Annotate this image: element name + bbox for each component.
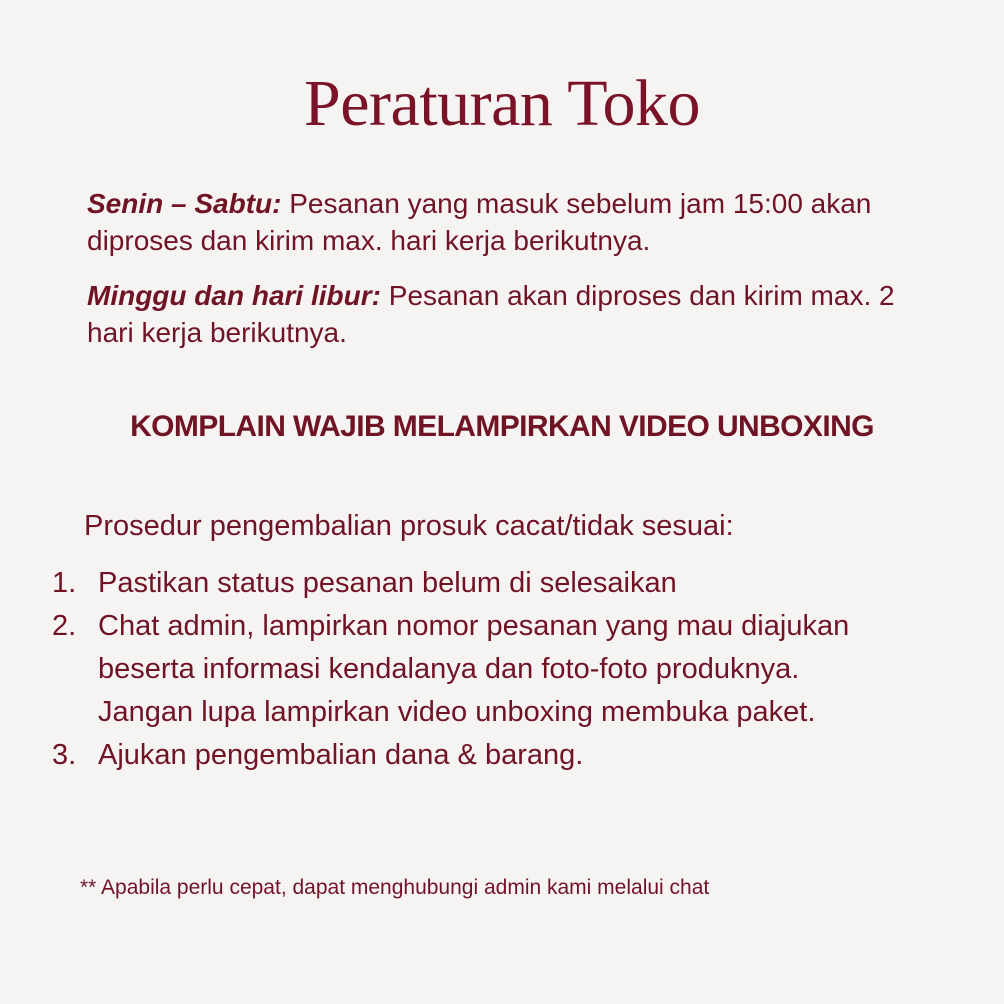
- page-title: Peraturan Toko: [304, 67, 700, 140]
- complaint-notice: KOMPLAIN WAJIB MELAMPIRKAN VIDEO UNBOXING: [130, 410, 874, 443]
- holiday-text: Pesanan akan diproses dan kirim max. 2 hari kerja berikutnya.: [87, 280, 895, 348]
- procedure-step: [52, 605, 902, 734]
- step-text: Ajukan pengembalian dana & barang.: [98, 739, 584, 771]
- holiday-schedule: [87, 277, 927, 351]
- step-text: Pastikan status pesanan belum di selesaikan: [98, 567, 677, 599]
- procedure-steps: [52, 562, 902, 777]
- procedure-step: [52, 734, 902, 777]
- weekday-text: Pesanan yang masuk sebelum jam 15:00 akan diproses dan kirim max. hari kerja berikutnya.: [87, 188, 872, 256]
- step-number: 2.: [52, 610, 77, 642]
- procedure-intro: Prosedur pengembalian prosuk cacat/tidak sesuai:: [84, 510, 734, 542]
- step-text: Chat admin, lampirkan nomor pesanan yang mau diajukan beserta informasi kendalanya dan foto-foto produknya. Jangan lupa lampirkan video unboxing membuka paket.: [98, 610, 850, 728]
- weekday-schedule: [87, 185, 927, 259]
- procedure-step: [52, 562, 902, 605]
- step-number: 1.: [52, 567, 77, 599]
- weekday-label: Senin – Sabtu:: [87, 188, 282, 219]
- step-number: 3.: [52, 739, 77, 771]
- holiday-label: Minggu dan hari libur:: [87, 280, 381, 311]
- footnote: ** Apabila perlu cepat, dapat menghubungi admin kami melalui chat: [80, 876, 710, 899]
